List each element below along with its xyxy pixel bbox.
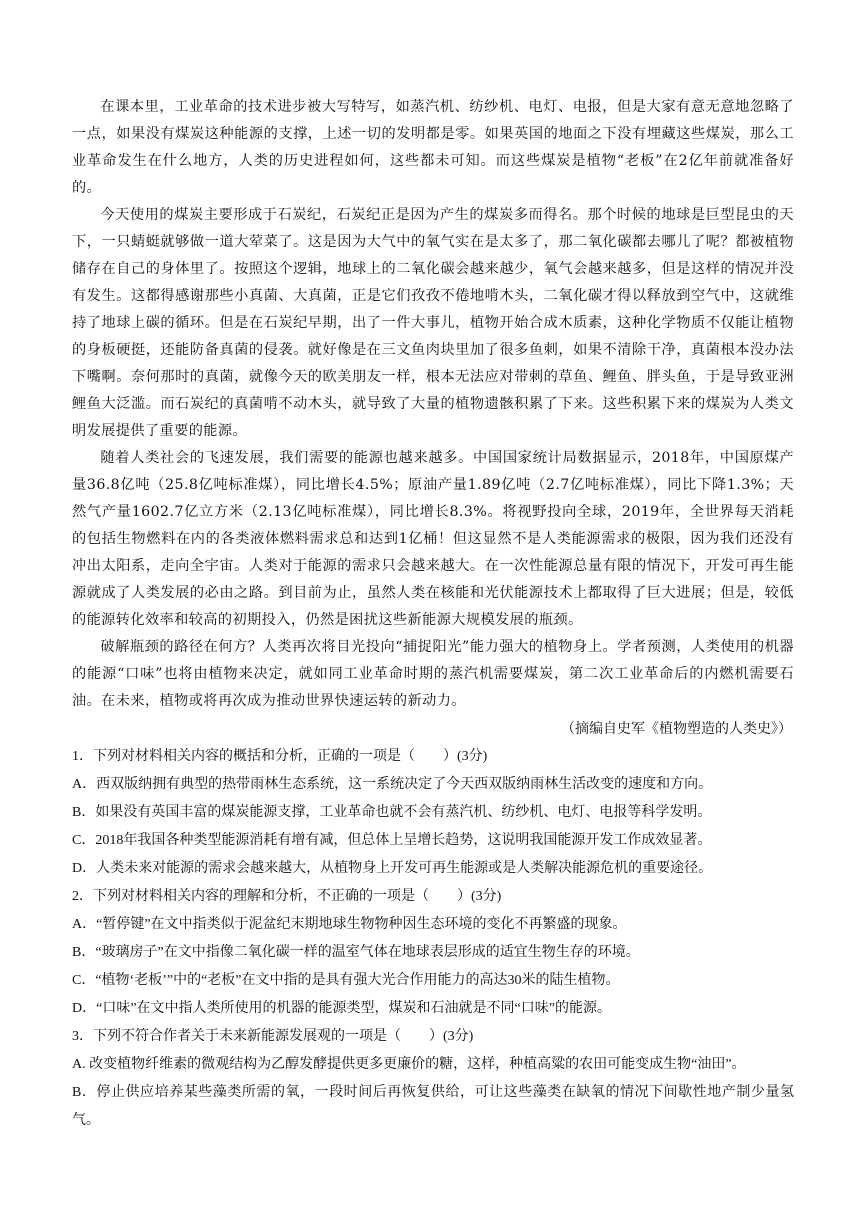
option-a: A．西双版纳拥有典型的热带雨林生态系统，这一系统决定了今天西双版纳雨林生活改变的速度和方向。 [72, 777, 713, 792]
option-b: B．如果没有英国丰富的煤炭能源支撑，工业革命也就不会有蒸汽机、纺纱机、电灯、电报等科学发明。 [72, 805, 712, 820]
question-stem: 3．下列不符合作者关于未来新能源发展观的一项是（ ）(3分) [72, 1029, 474, 1044]
question-stem: 2．下列对材料相关内容的理解和分析，不正确的一项是（ ）(3分) [72, 889, 502, 904]
passage-paragraph-3: 随着人类社会的飞速发展，我们需要的能源也越来越多。中国国家统计局数据显示，2018年，中国原煤产量36.8亿吨（25.8亿吨标准煤），同比增长4.5%；原油产量1.89亿吨（2.7亿吨标准煤），同比下降1.3%；天然气产量1602.7亿立方米（2.13亿吨标准煤），同比增长8.3%。将视野投向全球，2019年，全世界每天消耗的包括生物燃料在内的各类液体燃料需求总和达到1亿桶！但这显然不是人类能源需求的极限，因为我们还没有冲出太阳系，走向全宇宙。人类对于能源的需求只会越来越大。在一次性能源总量有限的情况下，开发可再生能源就成了人类发展的必由之路。到目前为止，虽然人类在核能和光伏能源技术上都取得了巨大进展；但是，较低的能源转化效率和较高的初期投入，仍然是困扰这些新能源大规模发展的瓶颈。 [72, 450, 794, 628]
passage-paragraph-1: 在课本里，工业革命的技术进步被大写特写，如蒸汽机、纺纱机、电灯、电报，但是大家有意无意地忽略了一点，如果没有煤炭这种能源的支撑，上述一切的发明都是零。如果英国的地面之下没有埋藏这些煤炭，那么工业革命发生在什么地方，人类的历史进程如何，这些都未可知。而这些煤炭是植物“老板”在2亿年前就准备好的。 [72, 99, 794, 196]
option-d: D．“口味”在文中指人类所使用的机器的能源类型，煤炭和石油就是不同“口味”的能源。 [72, 1001, 611, 1016]
option-d: D．人类未来对能源的需求会越来越大，从植物身上开发可再生能源或是人类解决能源危机的重要途径。 [72, 861, 713, 876]
option-c: C．“植物‘老板’”中的“老板”在文中指的是具有强大光合作用能力的高达30米的陆生植物。 [72, 973, 620, 988]
passage [72, 94, 794, 743]
passage-paragraph-4: 破解瓶颈的路径在何方？人类再次将目光投向“捕捉阳光”能力强大的植物身上。学者预测，人类使用的机器的能源“口味”也将由植物来决定，就如同工业革命时期的蒸汽机需要煤炭，第二次工业革命后的内燃机需要石油。在未来，植物或将再次成为推动世界快速运转的新动力。 [72, 639, 794, 709]
option-b: B．停止供应培养某些藻类所需的氧，一段时间后再恢复供给，可让这些藻类在缺氧的情况下间歇性地产制少量氢气。 [72, 1085, 794, 1128]
option-b: B．“玻璃房子”在文中指像二氧化碳一样的温室气体在地球表层形成的适宜生物生存的环境。 [72, 945, 640, 960]
option-a: A. 改变植物纤维素的微观结构为乙醇发酵提供更多更廉价的糖，这样，种植高粱的农田可能变成生物“油田”。 [72, 1057, 746, 1072]
option-c: C．2018年我国各种类型能源消耗有增有减，但总体上呈增长趋势，这说明我国能源开发工作成效显著。 [72, 833, 712, 848]
document-page [72, 94, 794, 1135]
question-3 [72, 1023, 794, 1135]
passage-paragraph-2: 今天使用的煤炭主要形成于石炭纪，石炭纪正是因为产生的煤炭多而得名。那个时候的地球是巨型昆虫的天下，一只蜻蜓就够做一道大荤菜了。这是因为大气中的氧气实在是太多了，那二氧化碳都去哪儿了呢？都被植物储存在自己的身体里了。按照这个逻辑，地球上的二氧化碳会越来越少，氧气会越来越多，但是这样的情况并没有发生。这都得感谢那些小真菌、大真菌，正是它们孜孜不倦地啃木头，二氧化碳才得以释放到空气中，这就维持了地球上碳的循环。但是在石炭纪早期，出了一件大事儿，植物开始合成木质素，这种化学物质不仅能让植物的身板硬挺，还能防备真菌的侵袭。就好像是在三文鱼肉块里加了很多鱼刺，如果不清除干净，真菌根本没办法下嘴啊。奈何那时的真菌，就像今天的欧美朋友一样，根本无法应对带刺的草鱼、鲤鱼、胖头鱼，于是导致亚洲鲤鱼大泛滥。而石炭纪的真菌啃不动木头，就导致了大量的植物遗骸积累了下来。这些积累下来的煤炭为人类文明发展提供了重要的能源。 [72, 207, 794, 439]
passage-source: （摘编自史军《植物塑造的人类史》） [561, 721, 792, 737]
option-a: A．“暂停键”在文中指类似于泥盆纪末期地球生物物种因生态环境的变化不再繁盛的现象。 [72, 917, 627, 932]
question-stem: 1．下列对材料相关内容的概括和分析，正确的一项是（ ）(3分) [72, 749, 488, 764]
question-1 [72, 743, 794, 883]
question-2 [72, 883, 794, 1023]
questions [72, 743, 794, 1135]
